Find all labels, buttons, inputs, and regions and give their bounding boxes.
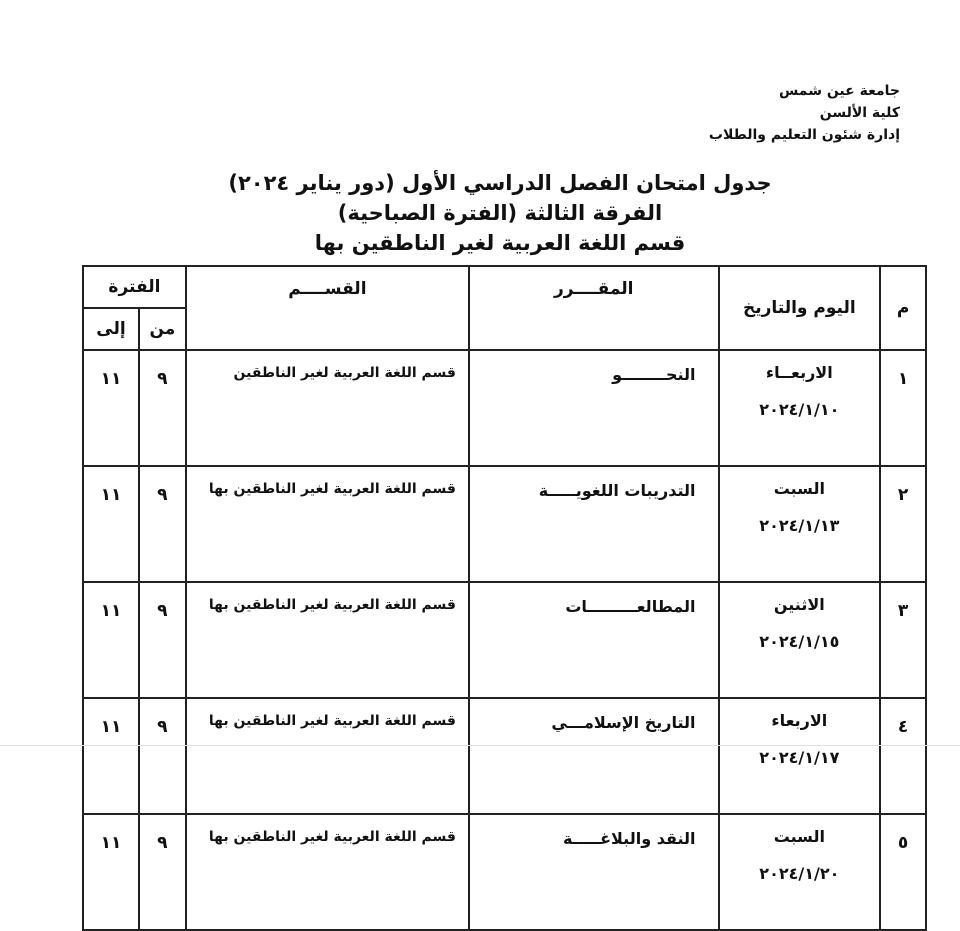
- day-date-cell: [719, 814, 881, 930]
- header-day: اليوم والتاريخ: [719, 266, 881, 350]
- period-to: ١١: [83, 466, 139, 582]
- row-number: ٣: [880, 582, 926, 698]
- department-name: قسم اللغة العربية لغير الناطقين بها: [186, 582, 469, 698]
- table-row: [83, 582, 926, 698]
- row-number: ٢: [880, 466, 926, 582]
- period-to: ١١: [83, 350, 139, 466]
- period-from: ٩: [139, 350, 186, 466]
- course-name: النقد والبلاغـــــة: [469, 814, 719, 930]
- row-number: ٥: [880, 814, 926, 930]
- period-to: ١١: [83, 814, 139, 930]
- row-number: ١: [880, 350, 926, 466]
- table-row: [83, 350, 926, 466]
- university-name: جامعة عين شمس: [779, 83, 900, 99]
- department-name: قسم اللغة العربية لغير الناطقين بها: [186, 814, 469, 930]
- day-date-cell: [719, 698, 881, 814]
- document-titles: [0, 168, 960, 258]
- period-from: ٩: [139, 698, 186, 814]
- course-name: المطالعـــــــــات: [469, 582, 719, 698]
- day-date-cell: [719, 350, 881, 466]
- title-line-3: قسم اللغة العربية لغير الناطقين بها: [314, 231, 686, 255]
- course-name: التاريخ الإسلامـــي: [469, 698, 719, 814]
- department-name: قسم اللغة العربية لغير الناطقين بها: [186, 698, 469, 814]
- header-dept: القســــم: [186, 266, 469, 350]
- day-name: السبت: [773, 827, 825, 846]
- exam-date: ٢٠٢٤/١/٢٠: [759, 864, 840, 883]
- exam-schedule-table: [82, 265, 927, 931]
- institution-header: [709, 80, 900, 146]
- header-course: المقــــرر: [469, 266, 719, 350]
- table-row: [83, 466, 926, 582]
- table-row: [83, 814, 926, 930]
- header-to: إلى: [83, 308, 139, 350]
- day-name: الاربعاء: [771, 711, 828, 730]
- day-name: السبت: [773, 479, 825, 498]
- office-name: إدارة شئون التعليم والطلاب: [708, 127, 900, 143]
- row-number: ٤: [880, 698, 926, 814]
- scan-artifact-line: [0, 745, 960, 746]
- day-name: الاثنين: [773, 595, 825, 614]
- period-from: ٩: [139, 814, 186, 930]
- exam-date: ٢٠٢٤/١/١٠: [759, 400, 840, 419]
- exam-date: ٢٠٢٤/١/١٧: [759, 748, 840, 767]
- header-from: من: [139, 308, 186, 350]
- exam-date: ٢٠٢٤/١/١٣: [759, 516, 840, 535]
- faculty-name: كلية الألسن: [819, 105, 900, 121]
- header-no: م: [880, 266, 926, 350]
- title-line-1: جدول امتحان الفصل الدراسي الأول (دور يناير ٢٠٢٤): [228, 171, 772, 195]
- day-date-cell: [719, 582, 881, 698]
- course-name: التدريبات اللغويـــــة: [469, 466, 719, 582]
- department-name: قسم اللغة العربية لغير الناطقين بها: [186, 466, 469, 582]
- course-name: النحــــــــو: [469, 350, 719, 466]
- exam-date: ٢٠٢٤/١/١٥: [759, 632, 840, 651]
- period-to: ١١: [83, 698, 139, 814]
- title-line-2: الفرقة الثالثة (الفترة الصباحية): [337, 201, 663, 225]
- period-from: ٩: [139, 466, 186, 582]
- period-from: ٩: [139, 582, 186, 698]
- header-period: الفترة: [83, 266, 186, 308]
- day-name: الاربعــاء: [765, 363, 833, 382]
- period-to: ١١: [83, 582, 139, 698]
- department-name: قسم اللغة العربية لغير الناطقين: [186, 350, 469, 466]
- day-date-cell: [719, 466, 881, 582]
- table-row: [83, 698, 926, 814]
